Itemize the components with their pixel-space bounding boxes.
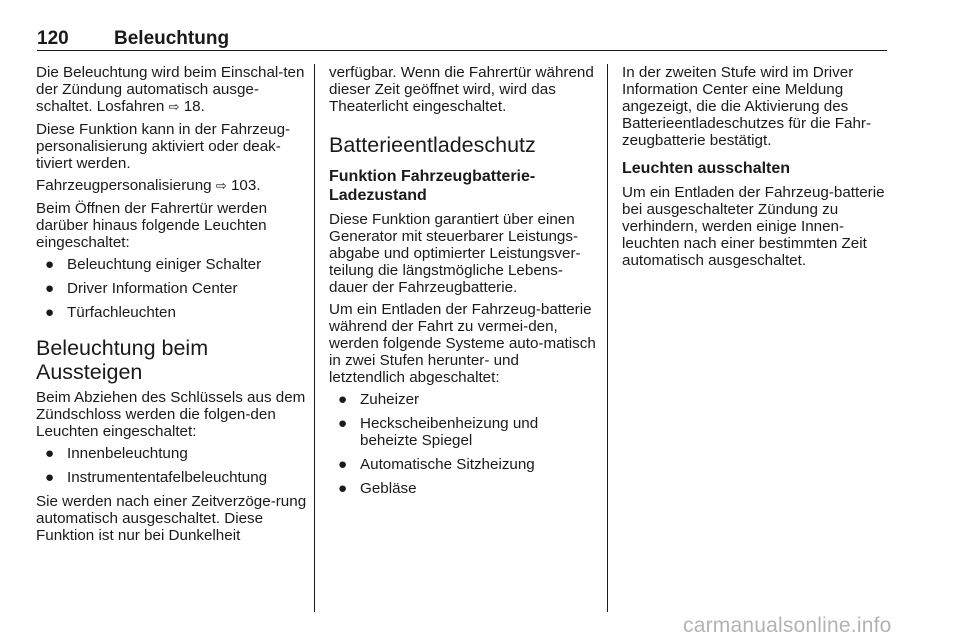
bullet-icon: ● (338, 391, 348, 408)
bullet-list (329, 391, 599, 497)
section-heading: Batterieentladeschutz (329, 133, 536, 157)
subsection-heading: Funktion Fahrzeugbatterie-Ladezustand (329, 168, 536, 204)
column-3 (622, 64, 890, 274)
paragraph: Fahrzeugpersonalisierung ⇨ 103. (36, 177, 261, 194)
section-heading: Beleuchtung beim Aussteigen (36, 336, 209, 384)
page-header (37, 28, 887, 50)
list-item: ● Innenbeleuchtung (45, 445, 188, 462)
header-divider (37, 50, 887, 51)
column-1 (36, 64, 308, 549)
paragraph: Sie werden nach einer Zeitverzöge-rung automatisch ausgeschaltet. Diese Funktion ist nur bei Dunkelheit (36, 493, 307, 544)
paragraph: verfügbar. Wenn die Fahrertür während dieser Zeit geöffnet wird, wird das Theaterlicht eingeschaltet. (329, 64, 594, 115)
paragraph: Beim Abziehen des Schlüssels aus dem Zündschloss werden die folgen-den Leuchten eingeschaltet: (36, 389, 306, 440)
paragraph: Die Beleuchtung wird beim Einschal-ten der Zündung automatisch ausge-schaltet. Losfahren ⇨ 18. (36, 64, 305, 115)
column-divider-2 (607, 64, 608, 612)
bullet-icon: ● (338, 415, 348, 432)
list-item: ● Automatische Sitzheizung (338, 456, 535, 473)
bullet-icon: ● (338, 456, 348, 473)
list-item: ● Heckscheibenheizung und beheizte Spiegel (338, 415, 539, 449)
list-item: ● Zuheizer (338, 391, 420, 408)
page-reference-icon: ⇨ (215, 179, 227, 194)
watermark: carmanualsonline.info (683, 614, 892, 637)
list-item: ● Driver Information Center (45, 280, 238, 297)
column-2 (329, 64, 599, 504)
page-reference-icon: ⇨ (168, 100, 180, 115)
bullet-list (36, 256, 308, 321)
subsection-heading: Leuchten ausschalten (622, 160, 791, 177)
bullet-icon: ● (45, 445, 55, 462)
bullet-icon: ● (45, 304, 55, 321)
column-divider-1 (314, 64, 315, 612)
paragraph: Diese Funktion garantiert über einen Generator mit steuerbarer Leistungs-abgabe und optimierter Leistungsver-teilung die längstmögliche Lebens-dauer der Fahrzeugbatterie. (329, 211, 581, 296)
bullet-list (36, 445, 308, 486)
bullet-icon: ● (45, 280, 55, 297)
page-number: 120 (37, 28, 69, 49)
paragraph: Um ein Entladen der Fahrzeug-batterie während der Fahrt zu vermei-den, werden folgende Systeme auto-matisch in zwei Stufen herunter- und letztendlich abgeschaltet: (329, 301, 596, 386)
paragraph: Beim Öffnen der Fahrertür werden darüber hinaus folgende Leuchten eingeschaltet: (36, 200, 268, 251)
page-reference[interactable]: 18. (183, 98, 205, 115)
page-reference[interactable]: 103. (230, 177, 261, 194)
list-item: ● Instrumententafelbeleuchtung (45, 469, 268, 486)
bullet-icon: ● (45, 469, 55, 486)
bullet-icon: ● (45, 256, 55, 273)
paragraph: Um ein Entladen der Fahrzeug-batterie bei ausgeschalteter Zündung zu verhindern, werden einige Innen-leuchten nach einer bestimmten Zeit automatisch ausgeschaltet. (622, 184, 885, 269)
list-item: ● Türfachleuchten (45, 304, 176, 321)
paragraph: Diese Funktion kann in der Fahrzeug-personalisierung aktiviert oder deak-tiviert werden. (36, 121, 291, 172)
list-item: ● Beleuchtung einiger Schalter (45, 256, 262, 273)
page-title: Beleuchtung (114, 28, 230, 49)
list-item: ● Gebläse (338, 480, 417, 497)
paragraph: In der zweiten Stufe wird im Driver Information Center eine Meldung angezeigt, die die Aktivierung des Batterieentladeschutzes für die Fahr-zeugbatterie bestätigt. (622, 64, 872, 149)
bullet-icon: ● (338, 480, 348, 497)
